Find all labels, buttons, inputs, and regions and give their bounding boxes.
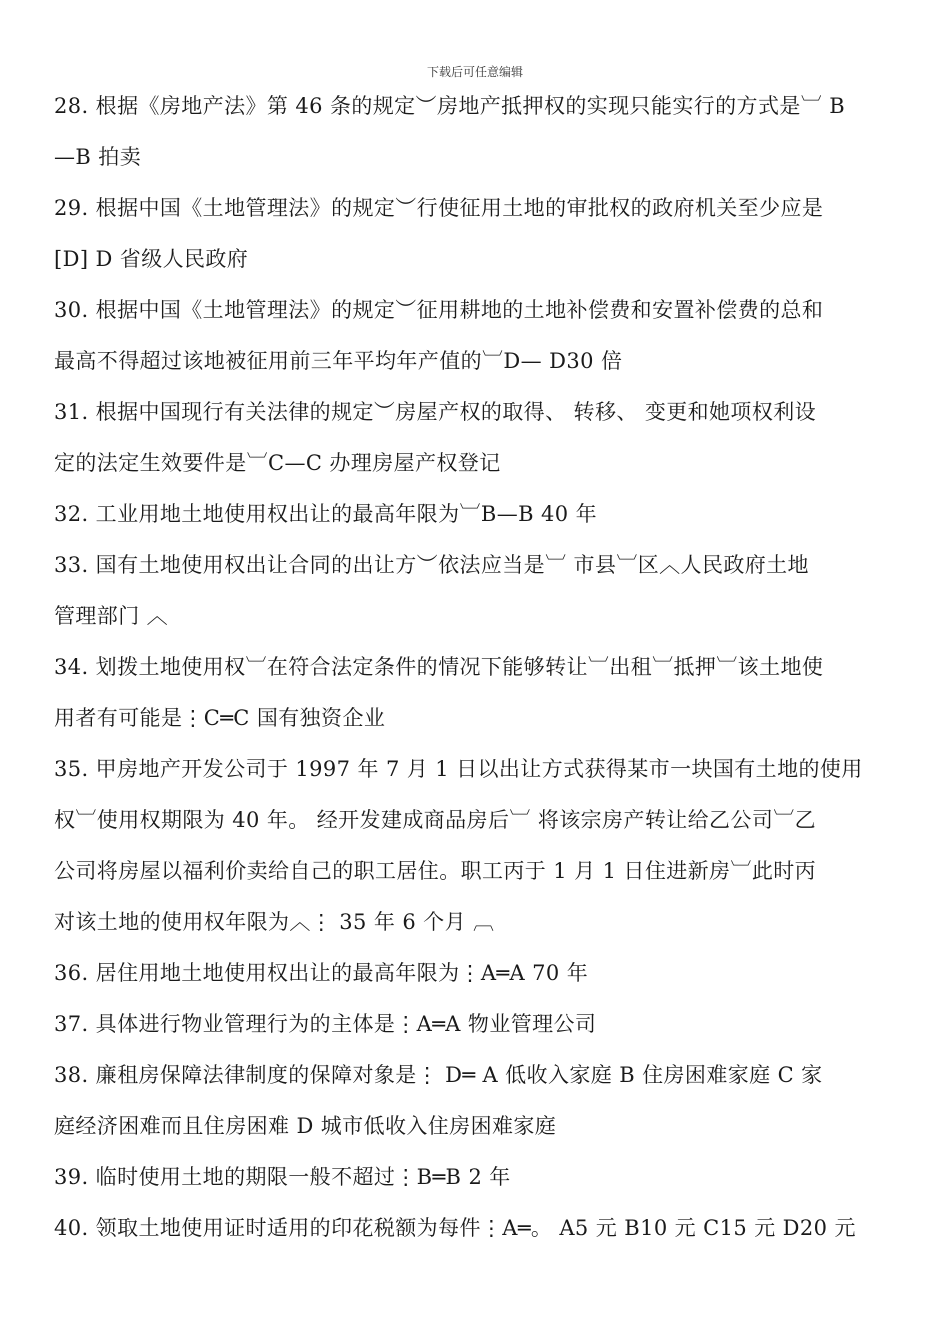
question-34-line-2: 用者有可能是⋮C═C 国有独资企业 (54, 706, 386, 730)
question-38-line-2: 庭经济困难而且住房困难 D 城市低收入住房困难家庭 (54, 1114, 557, 1138)
question-35-line-2: 权︺使用权期限为 40 年。 经开发建成商品房后︺ 将该宗房产转让给乙公司︺乙 (54, 808, 817, 832)
question-36-line-1: 36. 居住用地土地使用权出让的最高年限为⋮A═A 70 年 (54, 961, 589, 985)
question-35-line-1: 35. 甲房地产开发公司于 1997 年 7 月 1 日以出让方式获得某市一块国有土地的使用 (54, 757, 863, 781)
question-33-line-2: 管理部门 ︿ (54, 604, 169, 628)
question-40-line-1: 40. 领取土地使用证时适用的印花税额为每件⋮A═。 A5 元 B10 元 C15 元 D20 元 (54, 1216, 856, 1240)
question-37-line-1: 37. 具体进行物业管理行为的主体是⋮A═A 物业管理公司 (54, 1012, 597, 1036)
question-33-line-1: 33. 国有土地使用权出让合同的出让方︶依法应当是︺ 市县︺区︿人民政府土地 (54, 553, 809, 577)
question-34-line-1: 34. 划拨土地使用权︺在符合法定条件的情况下能够转让︺出租︺抵押︺该土地使 (54, 655, 824, 679)
question-35-line-3: 公司将房屋以福利价卖给自己的职工居住。职工丙于 1 月 1 日住进新房︺此时丙 (54, 859, 817, 883)
question-31-line-1: 31. 根据中国现行有关法律的规定︶房屋产权的取得、 转移、 变更和她项权利设 (54, 400, 817, 424)
question-39-line-1: 39. 临时使用土地的期限一般不超过⋮B═B 2 年 (54, 1165, 511, 1189)
question-32-line-1: 32. 工业用地土地使用权出让的最高年限为︺B—B 40 年 (54, 502, 598, 526)
document-body (54, 84, 902, 1257)
question-30-line-1: 30. 根据中国《土地管理法》的规定︶征用耕地的土地补偿费和安置补偿费的总和 (54, 298, 824, 322)
question-38-line-1: 38. 廉租房保障法律制度的保障对象是⋮ D═ A 低收入家庭 B 住房困难家庭 C 家 (54, 1063, 823, 1087)
question-28-line-2: —B 拍卖 (54, 145, 142, 169)
question-29-line-2: [D] D 省级人民政府 (54, 247, 249, 271)
question-31-line-2: 定的法定生效要件是︺C—C 办理房屋产权登记 (54, 451, 501, 475)
page-header: 下载后可任意编辑 (426, 65, 523, 79)
question-28-line-1: 28. 根据《房地产法》第 46 条的规定︶房地产抵押权的实现只能实行的方式是︺ B (54, 94, 846, 118)
question-30-line-2: 最高不得超过该地被征用前三年平均年产值的︺D— D30 倍 (54, 349, 623, 373)
question-29-line-1: 29. 根据中国《土地管理法》的规定︶行使征用土地的审批权的政府机关至少应是 (54, 196, 824, 220)
question-35-line-4: 对该土地的使用权年限为︿⋮ 35 年 6 个月 ︹ (54, 910, 495, 934)
